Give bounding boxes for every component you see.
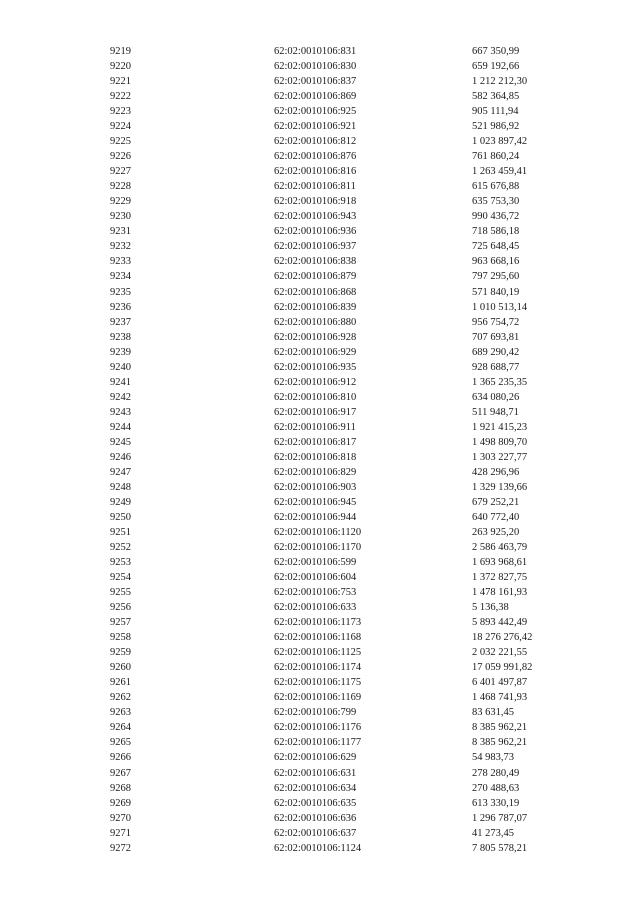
table-row xyxy=(110,104,580,119)
cadastral-number: 62:02:0010106:838 xyxy=(274,256,357,268)
row-number: 9220 xyxy=(110,61,131,73)
cadastral-value: 718 586,18 xyxy=(472,226,520,238)
cadastral-value: 635 753,30 xyxy=(472,196,520,208)
cadastral-value: 1 212 212,30 xyxy=(472,76,528,88)
cadastral-number: 62:02:0010106:636 xyxy=(274,812,357,824)
row-number: 9245 xyxy=(110,436,131,448)
row-number: 9256 xyxy=(110,602,131,614)
cadastral-number: 62:02:0010106:830 xyxy=(274,61,357,73)
cadastral-number: 62:02:0010106:911 xyxy=(274,421,356,433)
row-number: 9224 xyxy=(110,121,131,133)
cadastral-value: 511 948,71 xyxy=(472,406,519,418)
cadastral-number: 62:02:0010106:935 xyxy=(274,361,357,373)
cadastral-number: 62:02:0010106:816 xyxy=(274,166,357,178)
table-row xyxy=(110,390,580,405)
table-row xyxy=(110,209,580,224)
cadastral-number: 62:02:0010106:929 xyxy=(274,346,357,358)
row-number: 9219 xyxy=(110,46,131,57)
table-row xyxy=(110,720,580,735)
cadastral-number: 62:02:0010106:811 xyxy=(274,181,356,193)
cadastral-number: 62:02:0010106:869 xyxy=(274,91,357,103)
row-number: 9272 xyxy=(110,842,131,854)
row-number: 9235 xyxy=(110,286,131,298)
table-row xyxy=(110,570,580,585)
cadastral-number: 62:02:0010106:634 xyxy=(274,782,357,794)
row-number: 9238 xyxy=(110,331,131,343)
table-row xyxy=(110,735,580,750)
row-number: 9222 xyxy=(110,91,131,103)
cadastral-number: 62:02:0010106:1174 xyxy=(274,662,362,674)
cadastral-value: 1 263 459,41 xyxy=(472,166,528,178)
cadastral-value: 679 252,21 xyxy=(472,496,520,508)
cadastral-value: 582 364,85 xyxy=(472,91,520,103)
cadastral-value: 1 478 161,93 xyxy=(472,587,528,599)
cadastral-value: 761 860,24 xyxy=(472,151,520,163)
table-row xyxy=(110,645,580,660)
table-row xyxy=(110,480,580,495)
row-number: 9265 xyxy=(110,737,131,749)
cadastral-value: 659 192,66 xyxy=(472,61,520,73)
cadastral-number: 62:02:0010106:917 xyxy=(274,406,357,418)
cadastral-number: 62:02:0010106:839 xyxy=(274,301,357,313)
cadastral-value: 1 329 139,66 xyxy=(472,481,528,493)
cadastral-value: 667 350,99 xyxy=(472,46,520,57)
row-number: 9236 xyxy=(110,301,131,313)
row-number: 9225 xyxy=(110,136,131,148)
cadastral-number: 62:02:0010106:943 xyxy=(274,211,357,223)
table-row xyxy=(110,360,580,375)
row-number: 9233 xyxy=(110,256,131,268)
cadastral-number: 62:02:0010106:633 xyxy=(274,602,357,614)
table-row xyxy=(110,224,580,239)
row-number: 9263 xyxy=(110,707,131,719)
cadastral-number: 62:02:0010106:880 xyxy=(274,316,357,328)
row-number: 9260 xyxy=(110,662,131,674)
cadastral-value: 905 111,94 xyxy=(472,106,519,118)
table-row xyxy=(110,600,580,615)
row-number: 9264 xyxy=(110,722,131,734)
cadastral-number: 62:02:0010106:629 xyxy=(274,752,357,764)
row-number: 9251 xyxy=(110,527,131,538)
cadastral-number: 62:02:0010106:810 xyxy=(274,391,357,403)
cadastral-value: 521 986,92 xyxy=(472,121,520,133)
cadastral-value: 5 893 442,49 xyxy=(472,617,528,629)
table-row xyxy=(110,435,580,450)
cadastral-value: 8 385 962,21 xyxy=(472,722,528,734)
row-number: 9240 xyxy=(110,361,131,373)
table-row xyxy=(110,841,580,856)
table-row xyxy=(110,375,580,390)
cadastral-number: 62:02:0010106:1175 xyxy=(274,677,362,689)
row-number: 9257 xyxy=(110,617,131,629)
cadastral-value: 83 631,45 xyxy=(472,707,514,719)
row-number: 9271 xyxy=(110,827,131,839)
cadastral-value: 797 295,60 xyxy=(472,271,520,283)
cadastral-value: 613 330,19 xyxy=(472,797,520,809)
cadastral-number: 62:02:0010106:1169 xyxy=(274,692,362,704)
table-row xyxy=(110,781,580,796)
table-row xyxy=(110,134,580,149)
table-row xyxy=(110,420,580,435)
cadastral-number: 62:02:0010106:635 xyxy=(274,797,357,809)
cadastral-number: 62:02:0010106:1173 xyxy=(274,617,362,629)
row-number: 9244 xyxy=(110,421,131,433)
row-number: 9243 xyxy=(110,406,131,418)
cadastral-value: 725 648,45 xyxy=(472,241,520,253)
row-number: 9259 xyxy=(110,647,131,659)
row-number: 9270 xyxy=(110,812,131,824)
cadastral-value: 2 032 221,55 xyxy=(472,647,528,659)
row-number: 9255 xyxy=(110,587,131,599)
cadastral-value: 41 273,45 xyxy=(472,827,514,839)
table-row xyxy=(110,149,580,164)
table-row xyxy=(110,690,580,705)
cadastral-value: 634 080,26 xyxy=(472,391,520,403)
cadastral-value: 1 365 235,35 xyxy=(472,376,528,388)
row-number: 9249 xyxy=(110,496,131,508)
table-row xyxy=(110,74,580,89)
cadastral-value: 7 805 578,21 xyxy=(472,842,528,854)
row-number: 9230 xyxy=(110,211,131,223)
table-row xyxy=(110,705,580,720)
row-number: 9228 xyxy=(110,181,131,193)
cadastral-value: 8 385 962,21 xyxy=(472,737,528,749)
cadastral-value: 956 754,72 xyxy=(472,316,520,328)
cadastral-value: 17 059 991,82 xyxy=(472,662,533,674)
cadastral-number: 62:02:0010106:818 xyxy=(274,451,357,463)
cadastral-value: 1 010 513,14 xyxy=(472,301,528,313)
cadastral-value: 1 303 227,77 xyxy=(472,451,528,463)
row-number: 9237 xyxy=(110,316,131,328)
table-row xyxy=(110,345,580,360)
cadastral-value: 928 688,77 xyxy=(472,361,520,373)
cadastral-value: 1 921 415,23 xyxy=(472,421,528,433)
row-number: 9234 xyxy=(110,271,131,283)
table-row xyxy=(110,525,580,540)
cadastral-number: 62:02:0010106:944 xyxy=(274,511,357,523)
row-number: 9252 xyxy=(110,542,131,554)
table-row xyxy=(110,330,580,345)
cadastral-value: 1 693 968,61 xyxy=(472,557,528,569)
table-row xyxy=(110,405,580,420)
table-row xyxy=(110,826,580,841)
cadastral-value: 571 840,19 xyxy=(472,286,520,298)
row-number: 9248 xyxy=(110,481,131,493)
cadastral-value: 1 023 897,42 xyxy=(472,136,528,148)
cadastral-number: 62:02:0010106:936 xyxy=(274,226,357,238)
cadastral-value: 1 468 741,93 xyxy=(472,692,528,704)
cadastral-number: 62:02:0010106:1177 xyxy=(274,737,362,749)
cadastral-number: 62:02:0010106:918 xyxy=(274,196,357,208)
data-table xyxy=(110,44,580,856)
cadastral-number: 62:02:0010106:829 xyxy=(274,466,357,478)
table-row xyxy=(110,164,580,179)
cadastral-number: 62:02:0010106:1168 xyxy=(274,632,362,644)
row-number: 9253 xyxy=(110,557,131,569)
row-number: 9254 xyxy=(110,572,131,584)
table-row xyxy=(110,811,580,826)
cadastral-number: 62:02:0010106:945 xyxy=(274,496,357,508)
cadastral-number: 62:02:0010106:817 xyxy=(274,436,357,448)
table-row xyxy=(110,540,580,555)
cadastral-value: 707 693,81 xyxy=(472,331,520,343)
cadastral-number: 62:02:0010106:631 xyxy=(274,767,357,779)
cadastral-number: 62:02:0010106:753 xyxy=(274,587,357,599)
row-number: 9267 xyxy=(110,767,131,779)
cadastral-number: 62:02:0010106:637 xyxy=(274,827,357,839)
cadastral-value: 615 676,88 xyxy=(472,181,520,193)
table-row xyxy=(110,465,580,480)
cadastral-value: 18 276 276,42 xyxy=(472,632,533,644)
row-number: 9227 xyxy=(110,166,131,178)
table-row xyxy=(110,59,580,74)
cadastral-value: 6 401 497,87 xyxy=(472,677,528,689)
table-row xyxy=(110,300,580,315)
cadastral-value: 1 498 809,70 xyxy=(472,436,528,448)
table-row xyxy=(110,315,580,330)
row-number: 9242 xyxy=(110,391,131,403)
row-number: 9221 xyxy=(110,76,131,88)
table-row xyxy=(110,450,580,465)
row-number: 9223 xyxy=(110,106,131,118)
table-row xyxy=(110,179,580,194)
row-number: 9258 xyxy=(110,632,131,644)
table-row xyxy=(110,44,580,59)
row-number: 9247 xyxy=(110,466,131,478)
row-number: 9231 xyxy=(110,226,131,238)
cadastral-number: 62:02:0010106:812 xyxy=(274,136,357,148)
row-number: 9269 xyxy=(110,797,131,809)
cadastral-value: 428 296,96 xyxy=(472,466,520,478)
row-number: 9246 xyxy=(110,451,131,463)
cadastral-number: 62:02:0010106:928 xyxy=(274,331,357,343)
row-number: 9250 xyxy=(110,511,131,523)
table-row xyxy=(110,239,580,254)
table-row xyxy=(110,796,580,811)
cadastral-value: 640 772,40 xyxy=(472,511,520,523)
table-row xyxy=(110,285,580,300)
cadastral-number: 62:02:0010106:925 xyxy=(274,106,357,118)
cadastral-value: 270 488,63 xyxy=(472,782,520,794)
row-number: 9262 xyxy=(110,692,131,704)
row-number: 9239 xyxy=(110,346,131,358)
cadastral-number: 62:02:0010106:1125 xyxy=(274,647,362,659)
cadastral-number: 62:02:0010106:837 xyxy=(274,76,357,88)
table-row xyxy=(110,630,580,645)
cadastral-number: 62:02:0010106:868 xyxy=(274,286,357,298)
table-row xyxy=(110,585,580,600)
cadastral-value: 1 296 787,07 xyxy=(472,812,528,824)
cadastral-number: 62:02:0010106:799 xyxy=(274,707,357,719)
table-row xyxy=(110,750,580,765)
cadastral-value: 54 983,73 xyxy=(472,752,514,764)
row-number: 9229 xyxy=(110,196,131,208)
row-number: 9241 xyxy=(110,376,131,388)
cadastral-number: 62:02:0010106:921 xyxy=(274,121,357,133)
table-row xyxy=(110,119,580,134)
table-row xyxy=(110,615,580,630)
table-row xyxy=(110,510,580,525)
cadastral-value: 990 436,72 xyxy=(472,211,520,223)
table-row xyxy=(110,495,580,510)
cadastral-value: 1 372 827,75 xyxy=(472,572,528,584)
row-number: 9261 xyxy=(110,677,131,689)
cadastral-value: 278 280,49 xyxy=(472,767,520,779)
cadastral-number: 62:02:0010106:912 xyxy=(274,376,357,388)
cadastral-value: 5 136,38 xyxy=(472,602,509,614)
table-row xyxy=(110,675,580,690)
table-row xyxy=(110,269,580,284)
cadastral-value: 2 586 463,79 xyxy=(472,542,528,554)
cadastral-value: 963 668,16 xyxy=(472,256,520,268)
table-row xyxy=(110,254,580,269)
cadastral-number: 62:02:0010106:1176 xyxy=(274,722,362,734)
table-row xyxy=(110,660,580,675)
cadastral-number: 62:02:0010106:903 xyxy=(274,481,357,493)
cadastral-number: 62:02:0010106:1124 xyxy=(274,842,362,854)
cadastral-value: 689 290,42 xyxy=(472,346,520,358)
row-number: 9268 xyxy=(110,782,131,794)
cadastral-number: 62:02:0010106:604 xyxy=(274,572,357,584)
row-number: 9232 xyxy=(110,241,131,253)
cadastral-number: 62:02:0010106:876 xyxy=(274,151,357,163)
table-row xyxy=(110,766,580,781)
cadastral-number: 62:02:0010106:831 xyxy=(274,46,357,57)
cadastral-number: 62:02:0010106:1120 xyxy=(274,527,362,538)
cadastral-number: 62:02:0010106:879 xyxy=(274,271,357,283)
row-number: 9226 xyxy=(110,151,131,163)
cadastral-number: 62:02:0010106:937 xyxy=(274,241,357,253)
table-row xyxy=(110,89,580,104)
cadastral-number: 62:02:0010106:1170 xyxy=(274,542,362,554)
row-number: 9266 xyxy=(110,752,131,764)
table-row xyxy=(110,194,580,209)
cadastral-value: 263 925,20 xyxy=(472,527,520,538)
table-row xyxy=(110,555,580,570)
cadastral-number: 62:02:0010106:599 xyxy=(274,557,357,569)
